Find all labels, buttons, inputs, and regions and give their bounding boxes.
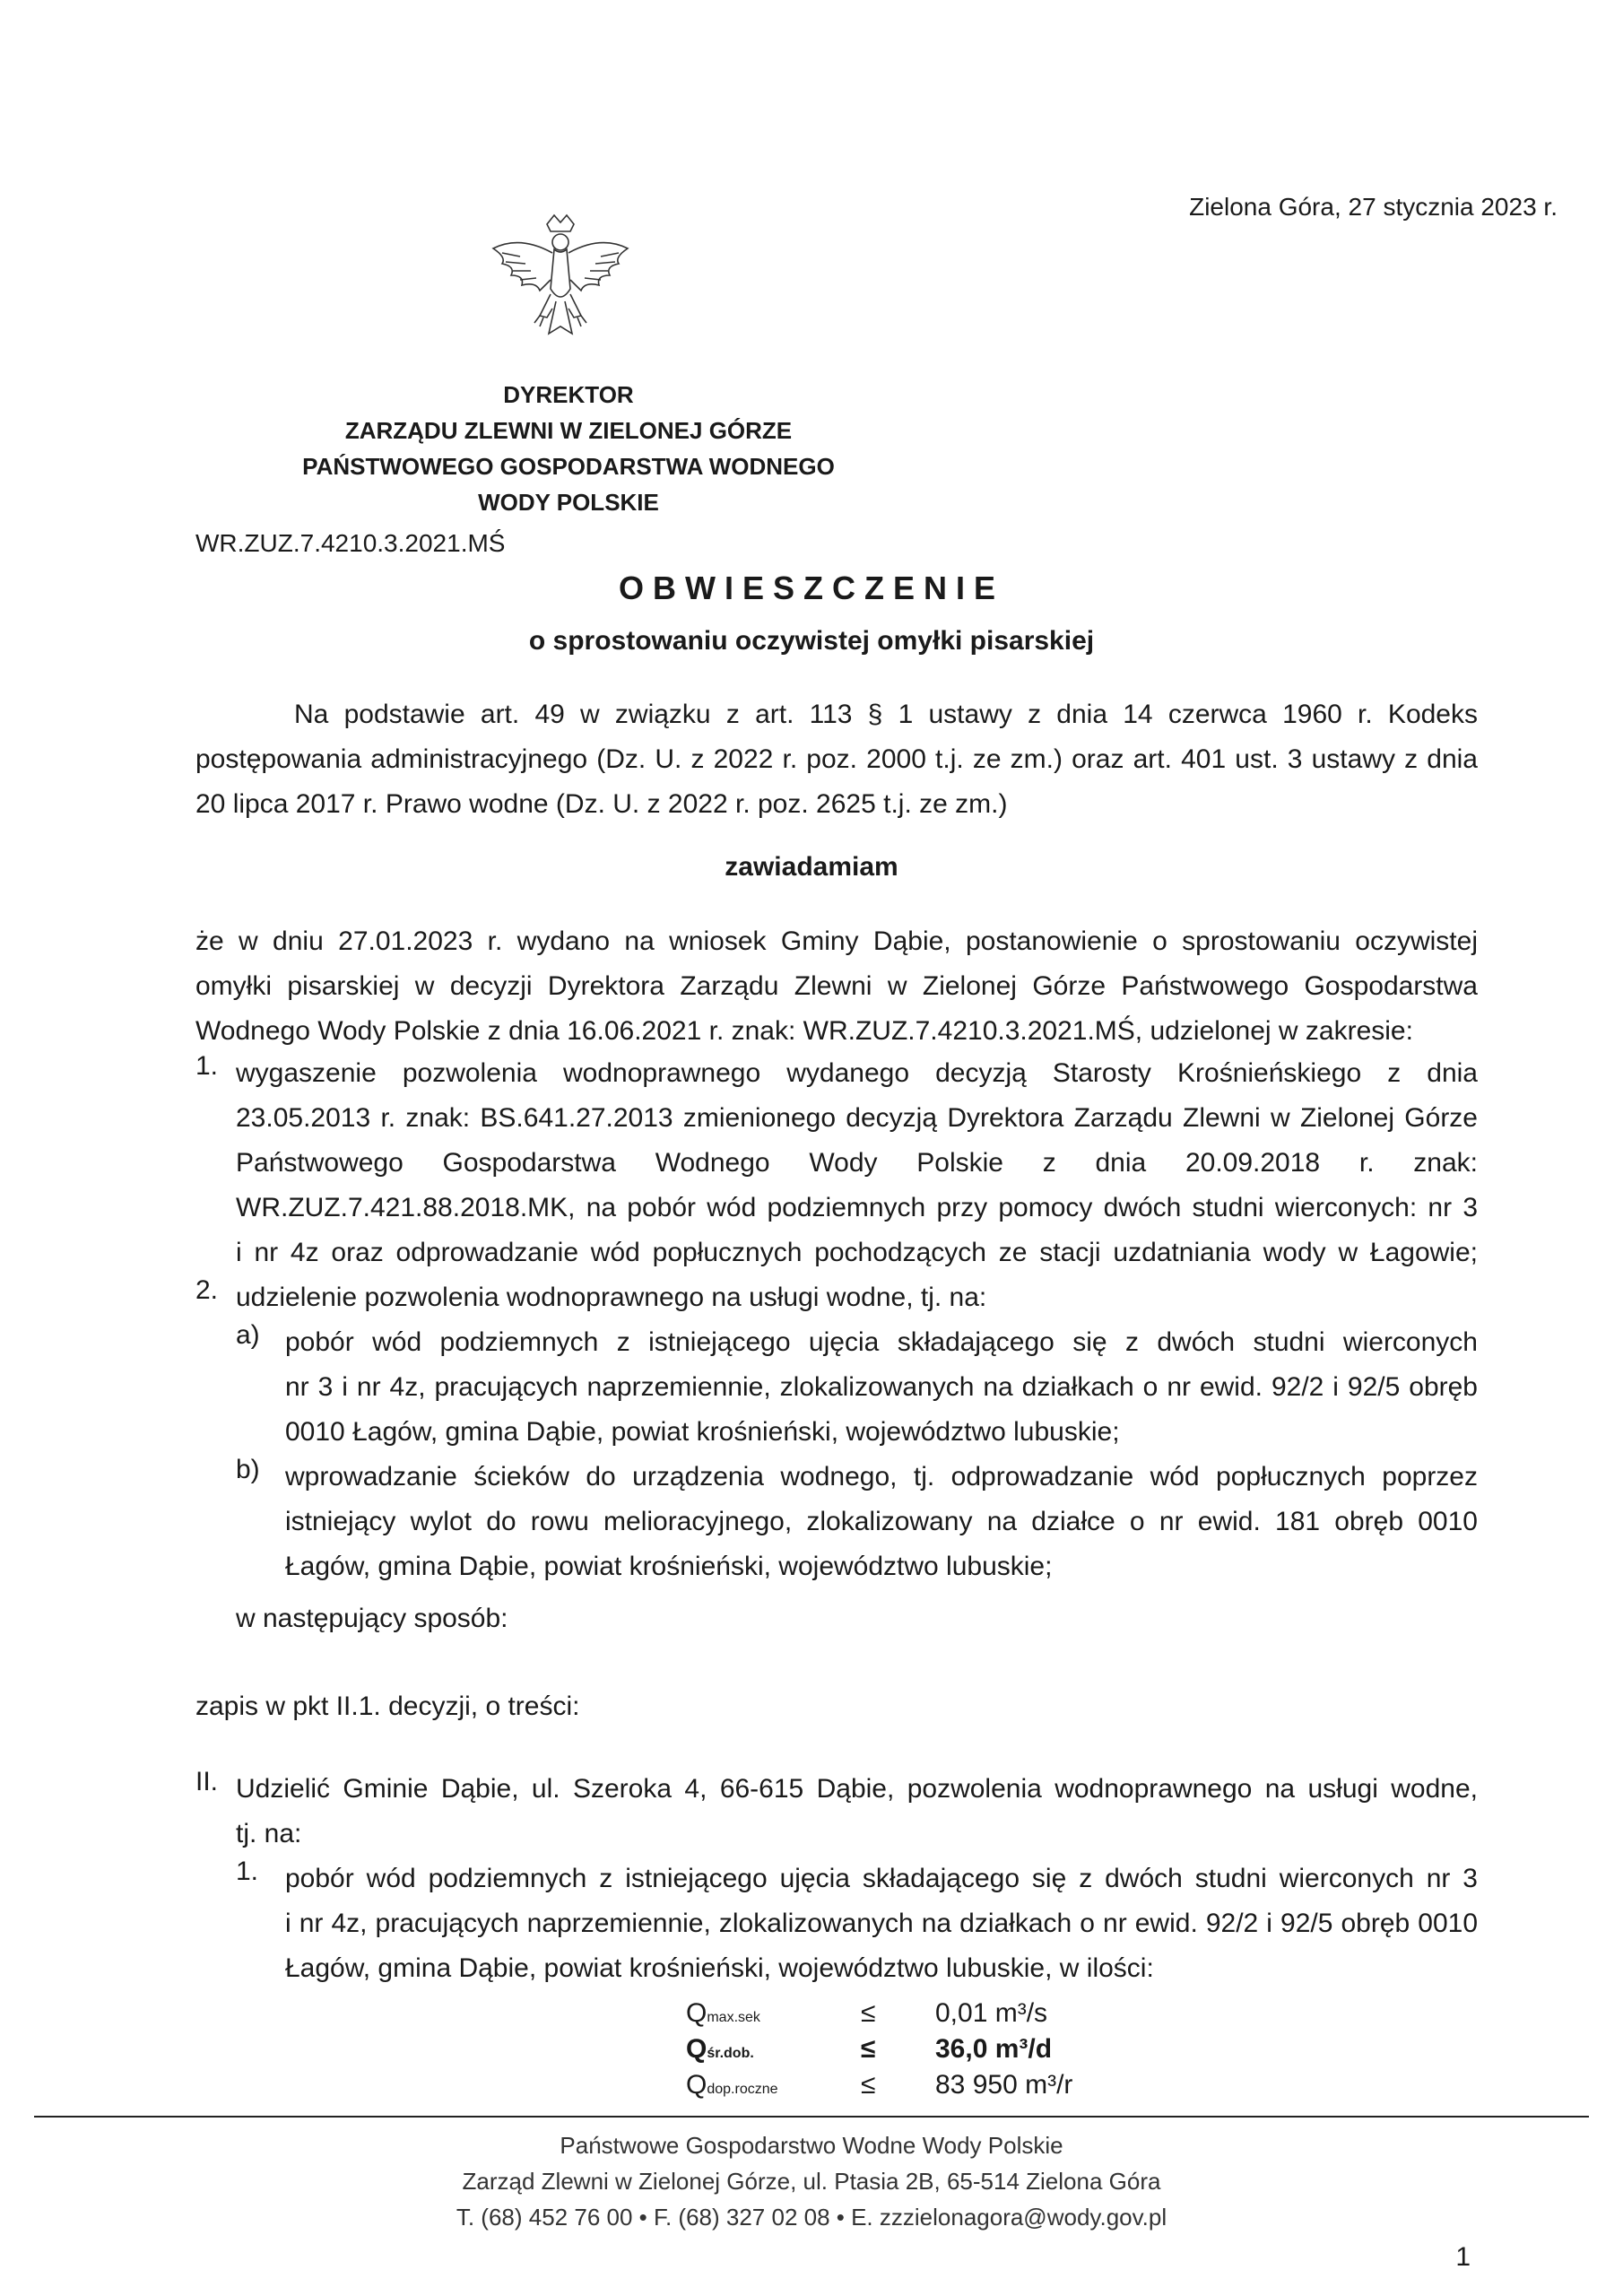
quantity-operator: ≤	[861, 2034, 876, 2064]
list-subitem	[285, 1320, 1478, 1455]
case-reference: WR.ZUZ.7.4210.3.2021.MŚ	[195, 529, 506, 557]
announce-heading: zawiadamiam	[725, 852, 898, 882]
authority-line: DYREKTOR	[503, 381, 634, 408]
record-text: zapis w pkt II.1. decyzji, o treści:	[195, 1692, 580, 1721]
list-number: 1.	[236, 1857, 259, 1886]
body-line: że w dniu 27.01.2023 r. wydano na wniosek Gminy Dąbie, postanowienie o sprostowaniu oczywistej	[195, 926, 1478, 956]
footer-divider	[34, 2116, 1589, 2118]
section-line: Udzielić Gminie Dąbie, ul. Szeroka 4, 66-615 Dąbie, pozwolenia wodnoprawnego na usługi wodne,	[236, 1774, 1478, 1804]
section-line: tj. na:	[236, 1819, 302, 1848]
quantity-value: 36,0 m³/d	[935, 2034, 1053, 2064]
manner-text: w następujący sposób:	[236, 1604, 508, 1633]
section-number: II.	[195, 1767, 219, 1796]
authority-line: WODY POLSKIE	[478, 489, 659, 516]
list-letter: a)	[236, 1320, 260, 1350]
document-title: OBWIESZCZENIE	[618, 570, 1004, 606]
list-letter: b)	[236, 1455, 260, 1484]
intro-line: postępowania administracyjnego (Dz. U. z 2022 r. poz. 2000 t.j. ze zm.) oraz art. 401 ust. 3 ustawy z dnia	[195, 744, 1478, 774]
list-item-line: wprowadzanie ścieków do urządzenia wodnego, tj. odprowadzanie wód popłucznych poprzez	[285, 1462, 1478, 1492]
authority-line: PAŃSTWOWEGO GOSPODARSTWA WODNEGO	[302, 453, 835, 480]
section-paragraph	[236, 1767, 1478, 1857]
body-line: omyłki pisarskiej w decyzji Dyrektora Zarządu Zlewni w Zielonej Górze Państwowego Gospodarstwa	[195, 971, 1478, 1001]
list-item-line: WR.ZUZ.7.421.88.2018.MK, na pobór wód podziemnych przy pomocy dwóch studni wierconych: nr 3	[236, 1193, 1478, 1222]
page-number: 1	[1455, 2242, 1471, 2272]
document-subtitle: o sprostowaniu oczywistej omyłki pisarskiej	[528, 626, 1095, 656]
footer-line: Zarząd Zlewni w Zielonej Górze, ul. Ptasia 2B, 65-514 Zielona Góra	[462, 2168, 1161, 2195]
list-item-line: i nr 4z oraz odprowadzanie wód popłucznych pochodzących ze stacji uzdatniania wody w Łagowie;	[236, 1238, 1478, 1267]
polish-eagle-emblem	[484, 208, 637, 361]
quantity-value: 0,01 m³/s	[935, 1998, 1048, 2028]
quantity-operator: ≤	[861, 1998, 876, 2028]
list-item-line: wygaszenie pozwolenia wodnoprawnego wydanego decyzją Starosty Krośnieńskiego z dnia	[236, 1058, 1478, 1088]
list-item-line: i nr 4z, pracujących naprzemiennie, zlokalizowanych na działkach o nr ewid. 92/2 i 92/5 obręb 0010	[285, 1909, 1478, 1938]
body-line: Wodnego Wody Polskie z dnia 16.06.2021 r. znak: WR.ZUZ.7.4210.3.2021.MŚ, udzielonej w zakresie:	[195, 1016, 1413, 1046]
list-item-line: Łagów, gmina Dąbie, powiat krośnieński, województwo lubuskie, w ilości:	[285, 1953, 1154, 1983]
intro-line: 20 lipca 2017 r. Prawo wodne (Dz. U. z 2022 r. poz. 2625 t.j. ze zm.)	[195, 789, 1008, 819]
list-item-line: pobór wód podziemnych z istniejącego ujęcia składającego się z dwóch studni wierconych nr 3	[285, 1864, 1478, 1893]
list-subitem	[285, 1455, 1478, 1589]
list-subitem	[285, 1857, 1478, 1991]
list-item-line: pobór wód podziemnych z istniejącego ujęcia składającego się z dwóch studni wierconych	[285, 1327, 1478, 1357]
list-item-line: 0010 Łagów, gmina Dąbie, powiat krośnieński, województwo lubuskie;	[285, 1417, 1120, 1447]
list-item-line: istniejący wylot do rowu melioracyjnego, zlokalizowany na działce o nr ewid. 181 obręb 0010	[285, 1507, 1478, 1536]
list-item-line: 23.05.2013 r. znak: BS.641.27.2013 zmienionego decyzją Dyrektora Zarządu Zlewni w Zielonej Górze	[236, 1103, 1478, 1133]
quantity-operator: ≤	[861, 2070, 876, 2100]
issuing-authority	[0, 377, 1137, 520]
list-item	[236, 1051, 1478, 1275]
list-item-line: Łagów, gmina Dąbie, powiat krośnieński, województwo lubuskie;	[285, 1552, 1053, 1581]
quantity-symbol: Qśr.dob.	[686, 2034, 754, 2064]
intro-paragraph	[195, 737, 1478, 827]
authority-line: ZARZĄDU ZLEWNI W ZIELONEJ GÓRZE	[344, 417, 793, 444]
list-number: 2.	[195, 1275, 219, 1305]
list-item-line: udzielenie pozwolenia wodnoprawnego na usługi wodne, tj. na:	[236, 1283, 987, 1312]
list-item-line: nr 3 i nr 4z, pracujących naprzemiennie, zlokalizowanych na działkach o nr ewid. 92/2 i 92/5 obręb	[285, 1372, 1478, 1402]
quantity-symbol: Qdop.roczne	[686, 2070, 778, 2100]
intro-first-line	[294, 692, 1478, 737]
footer-line: Państwowe Gospodarstwo Wodne Wody Polskie	[560, 2132, 1063, 2159]
footer	[0, 2127, 1623, 2235]
document-date: Zielona Góra, 27 stycznia 2023 r.	[1189, 193, 1558, 221]
body-paragraph	[195, 919, 1478, 1054]
intro-line: Na podstawie art. 49 w związku z art. 113 § 1 ustawy z dnia 14 czerwca 1960 r. Kodeks	[294, 700, 1478, 729]
list-item	[236, 1275, 1478, 1320]
quantity-value: 83 950 m³/r	[935, 2070, 1073, 2100]
list-item-line: Państwowego Gospodarstwa Wodnego Wody Polskie z dnia 20.09.2018 r. znak:	[236, 1148, 1478, 1178]
footer-line: T. (68) 452 76 00 • F. (68) 327 02 08 • E. zzzielonagora@wody.gov.pl	[456, 2204, 1167, 2231]
quantity-symbol: Qmax.sek	[686, 1998, 760, 2028]
list-number: 1.	[195, 1051, 219, 1081]
